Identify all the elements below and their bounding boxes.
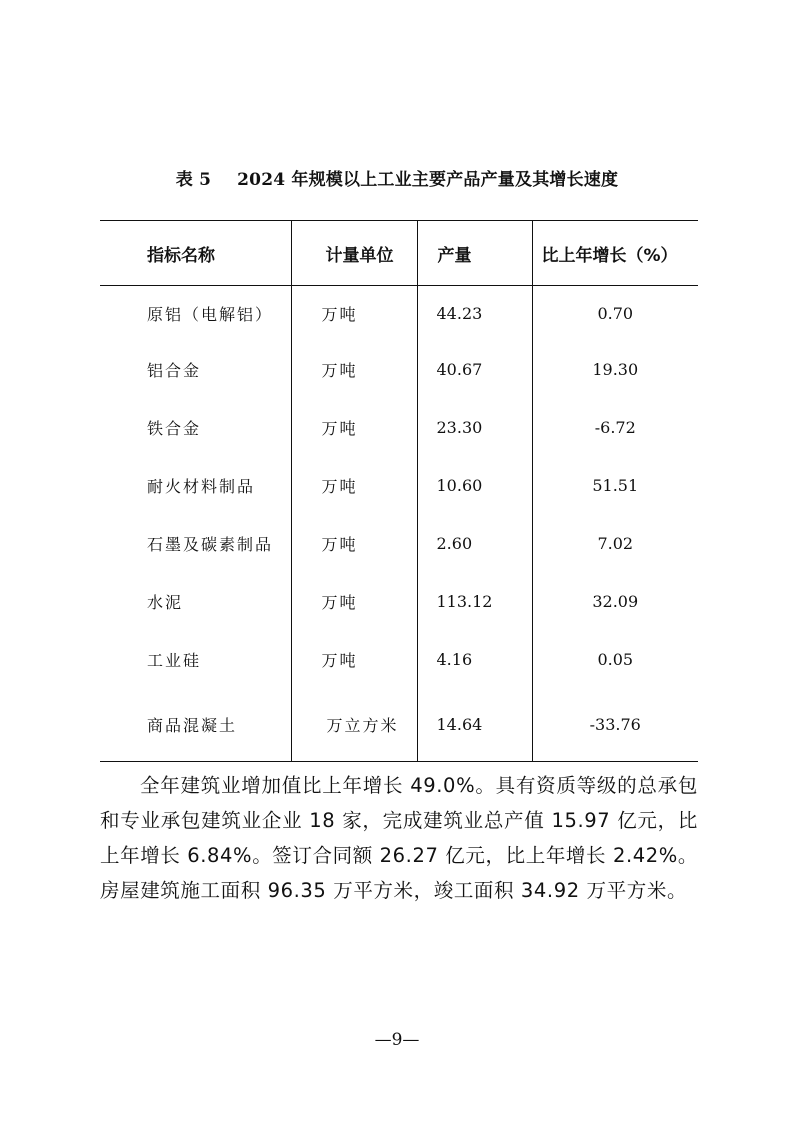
row-name: 商品混凝土 <box>100 689 291 762</box>
row-output: 44.23 <box>417 286 532 341</box>
product-output-table <box>100 220 698 762</box>
row-name: 耐火材料制品 <box>100 457 291 515</box>
table-row <box>100 573 698 631</box>
row-unit: 万吨 <box>291 286 417 341</box>
row-unit: 万吨 <box>291 341 417 399</box>
row-growth: 0.70 <box>597 303 634 323</box>
row-unit: 万吨 <box>291 573 417 631</box>
row-growth: 51.51 <box>592 476 639 495</box>
row-output: 23.30 <box>417 399 532 457</box>
row-output: 113.12 <box>417 573 532 631</box>
row-name: 铝合金 <box>100 341 291 399</box>
table-row <box>100 689 698 762</box>
row-name: 水泥 <box>100 573 291 631</box>
table-row <box>100 341 698 399</box>
row-growth: 7.02 <box>597 534 634 553</box>
table-caption <box>0 168 794 192</box>
table-row <box>100 286 698 341</box>
row-output: 2.60 <box>417 515 532 573</box>
table-row <box>100 631 698 689</box>
row-unit: 万吨 <box>291 457 417 515</box>
table-header-row <box>100 221 698 286</box>
table-caption-number: 表 5 <box>175 170 212 190</box>
row-output: 10.60 <box>417 457 532 515</box>
header-unit: 计量单位 <box>291 221 417 286</box>
row-output: 40.67 <box>417 341 532 399</box>
row-output: 4.16 <box>417 631 532 689</box>
table-row <box>100 515 698 573</box>
header-indicator-name: 指标名称 <box>100 221 291 286</box>
row-growth: 0.05 <box>597 650 634 669</box>
row-name: 工业硅 <box>100 631 291 689</box>
row-name: 石墨及碳素制品 <box>100 515 291 573</box>
row-growth: 19.30 <box>592 360 639 379</box>
row-growth: -33.76 <box>532 689 698 762</box>
table-row <box>100 457 698 515</box>
row-growth: -6.72 <box>594 418 636 437</box>
row-unit: 万吨 <box>291 399 417 457</box>
row-unit: 万立方米 <box>291 689 417 762</box>
header-growth: 比上年增长（%） <box>532 221 698 286</box>
row-unit: 万吨 <box>291 515 417 573</box>
row-growth: 32.09 <box>592 592 639 611</box>
row-name: 铁合金 <box>100 399 291 457</box>
table-row <box>100 399 698 457</box>
page-number: —9— <box>374 1030 420 1050</box>
construction-paragraph: 全年建筑业增加值比上年增长 49.0%。具有资质等级的总承包和专业承包建筑业企业 18 家，完成建筑业总产值 15.97 亿元，比上年增长 6.84%。签订合同额 26.27 亿元，比上年增长 2.42%。房屋建筑施工面积 96.35 万平方米，竣工面积 34.92 万平方米。 <box>100 774 698 902</box>
row-name: 原铝（电解铝） <box>100 286 291 341</box>
row-unit: 万吨 <box>291 631 417 689</box>
table-caption-title: 2024 年规模以上工业主要产品产量及其增长速度 <box>237 170 619 190</box>
header-output: 产量 <box>417 221 532 286</box>
row-output: 14.64 <box>417 689 532 762</box>
